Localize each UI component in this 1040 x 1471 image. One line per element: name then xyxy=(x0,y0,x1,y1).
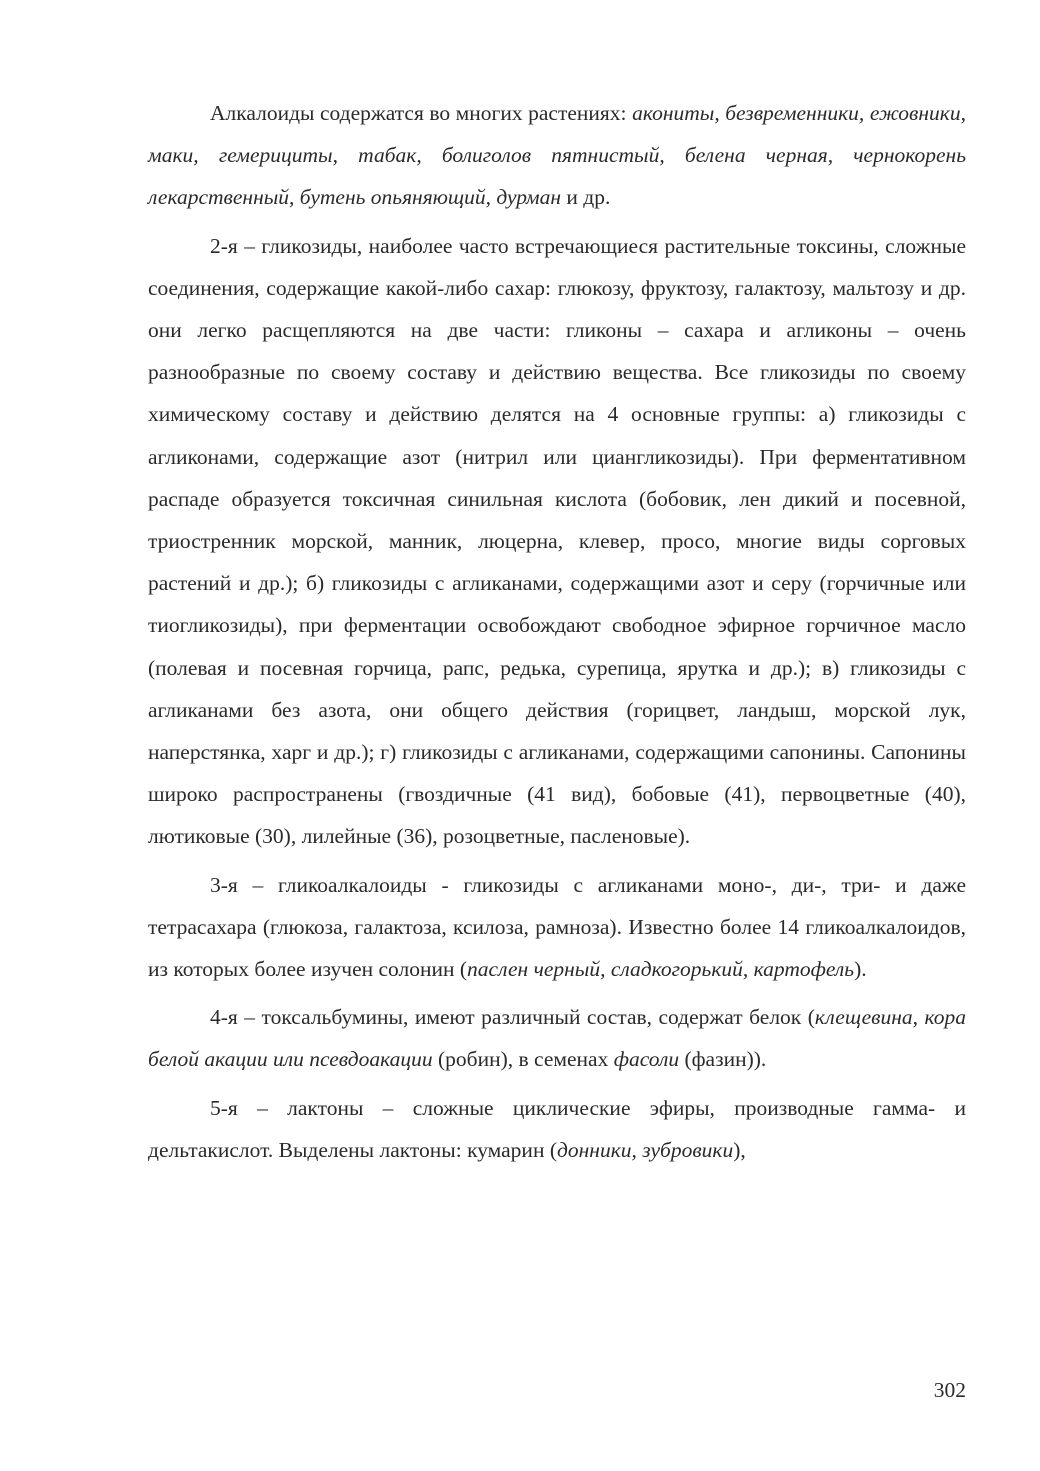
page-body xyxy=(148,92,966,1177)
page-number: 302 xyxy=(933,1378,966,1402)
paragraph-glycosides xyxy=(148,225,966,858)
paragraph-glycoalkaloids xyxy=(148,864,966,991)
paragraph-alkaloids xyxy=(148,92,966,219)
text-run: (робин), в семенах xyxy=(432,1047,614,1072)
text-run-italic: фасоли xyxy=(613,1047,680,1072)
text-run-italic: клещевина, кора белой акации или псевдоакации xyxy=(148,1005,966,1072)
text-run: 2-я – гликозиды, наиболее часто встречающиеся растительные токсины, сложные соединения, содержащие какой-либо сахар: глюкозу, фруктозу, галактозу, мальтозу и др. они легко расщепляются на две части: гликоны – сахара и агликоны – очень разнообразные по своему составу и действию вещества. Все гликозиды по своему химическому составу и действию делятся на 4 основные группы: а) гликозиды с агликонами, содержащие азот (нитрил или циангликозиды). При ферментативном распаде образуется токсичная синильная кислота (бобовик, лен дикий и посевной, триостренник морской, манник, люцерна, клевер, просо, многие виды сорговых растений и др.); б) гликозиды с агликанами, содержащими азот и серу (горчичные или тиогликозиды), при ферментации освобождают свободное эфирное горчичное масло (полевая и посевная горчица, рапс, редька, сурепица, ярутка и др.); в) гликозиды с агликанами без азота, они общего действия (горицвет, ландыш, морской лук, наперстянка, харг и др.); г) гликозиды с агликанами, содержащими сапонины. Сапонины широко распространены (гвоздичные (41 вид), бобовые (41), первоцветные (40), лютиковые (30), лилейные (36), розоцветные, пасленовые). xyxy=(148,233,966,849)
text-run: ). xyxy=(854,957,867,982)
text-run: ), xyxy=(733,1137,746,1162)
paragraph-lactones xyxy=(148,1087,966,1171)
paragraph-toxalbumins xyxy=(148,996,966,1080)
text-run-italic: акониты, безвременники, ежовники, маки, гемерициты, табак, болиголов пятнистый, белена черная, чернокорень лекарственный, бутень опьяняющий, дурман xyxy=(148,101,966,210)
text-run: (фазин)). xyxy=(679,1047,767,1072)
text-run: и др. xyxy=(561,185,611,210)
text-run-italic: донники, зубровики xyxy=(556,1137,734,1162)
text-run: Алкалоиды содержатся во многих растениях: xyxy=(210,101,633,125)
text-run: 4-я – токсальбумины, имеют различный состав, содержат белок ( xyxy=(210,1005,815,1030)
text-run-italic: паслен черный, сладкогорький, картофель xyxy=(467,957,855,982)
text-run: 3-я – гликоалкалоиды - гликозиды с агликанами моно-, ди-, три- и даже тетрасахара (глюкоза, галактоза, ксилоза, рамноза). Известно более 14 гликоалкалоидов, из которых более изучен солонин ( xyxy=(148,872,966,982)
text-run: 5-я – лактоны – сложные циклические эфиры, производные гамма- и дельтакислот. Выделены лактоны: кумарин ( xyxy=(148,1095,966,1162)
